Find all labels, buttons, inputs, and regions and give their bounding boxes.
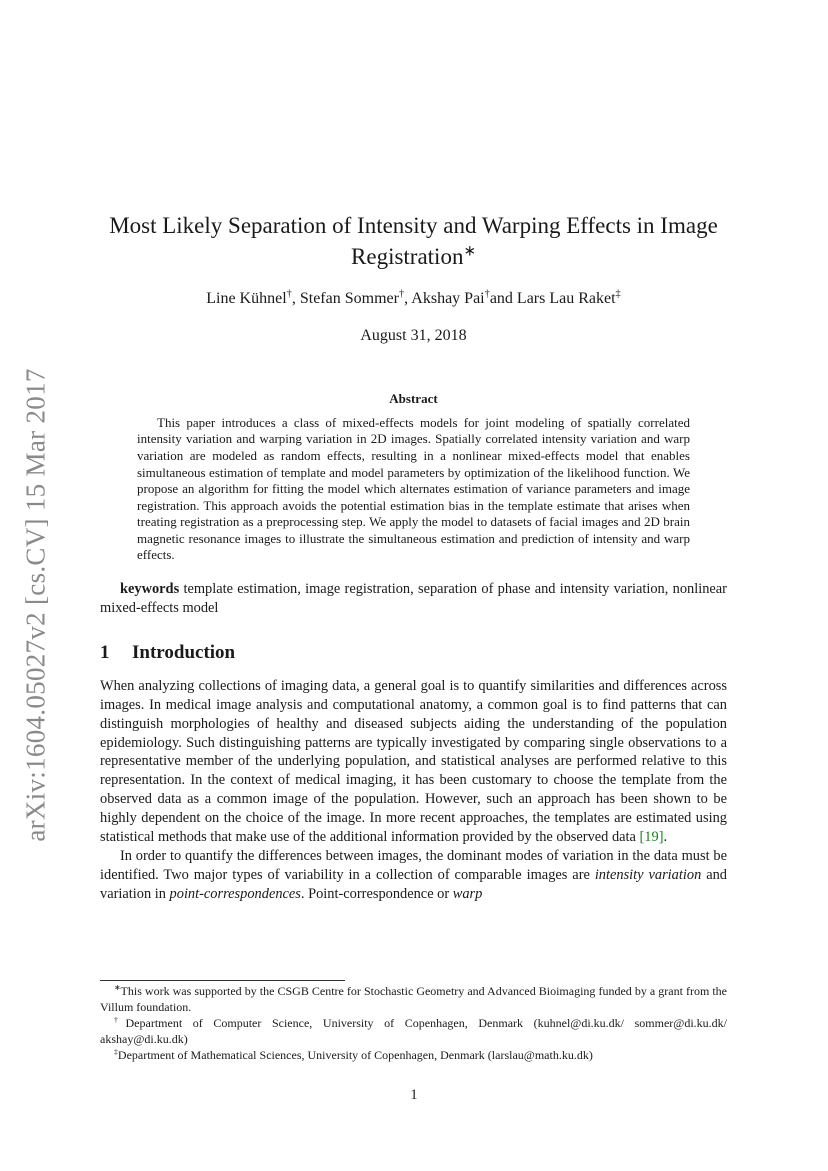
title-footnote-mark: ∗ — [463, 243, 476, 260]
paragraph-text: . Point-correspondence or — [300, 885, 453, 902]
author-affiliation-mark: † — [398, 288, 405, 300]
footnote-mark: † — [114, 1015, 126, 1025]
paper-title-text: Most Likely Separation of Intensity and Warping Effects in Image Registration — [109, 213, 718, 269]
footnote-funding — [100, 984, 727, 1015]
keywords-label: keywords — [120, 581, 180, 598]
paragraph-end: . — [663, 829, 668, 846]
author-name: Stefan Sommer — [299, 290, 399, 307]
intro-paragraph-2 — [100, 847, 727, 904]
author-name: Lars Lau Raket — [516, 290, 616, 307]
paragraph-text: and variation in — [100, 866, 727, 902]
arxiv-stamp-text: arXiv:1604.05027v2 [cs.CV] 15 Mar 2017 — [20, 368, 51, 842]
author-affiliation-mark: ‡ — [615, 288, 621, 300]
author-name: Akshay Pai — [411, 290, 485, 307]
abstract-heading: Abstract — [389, 390, 438, 406]
footnote-text: Department of Computer Science, University of Copenhagen, Denmark (kuhnel@di.ku.dk/ sommer@di.ku.dk/ akshay@di.ku.dk) — [100, 1016, 727, 1046]
author-separator: , — [404, 290, 412, 307]
footnotes — [100, 980, 727, 1065]
footnote-text: Department of Mathematical Sciences, University of Copenhagen, Denmark (larslau@math.ku.dk) — [117, 1048, 593, 1063]
emphasis-text: warp — [452, 885, 483, 902]
author-affiliation-mark: † — [286, 288, 292, 300]
footnote-mark: ∗ — [114, 983, 121, 992]
footnote-text: This work was supported by the CSGB Centre for Stochastic Geometry and Advanced Bioimaging funded by a grant from the Villum foundation. — [100, 984, 727, 1014]
paper-page — [100, 210, 727, 904]
keywords-text: template estimation, image registration, separation of phase and intensity variation, nonlinear mixed-effects model — [100, 581, 727, 616]
paragraph-text: In order to quantify the differences between images, the dominant modes of variation in the data must be identified. Two major types of variability in a collection of comparable images are — [100, 847, 727, 883]
section-title: Introduction — [132, 641, 236, 663]
author-affiliation-mark: † — [484, 288, 490, 300]
page-number: 1 — [410, 1087, 418, 1103]
keywords-line — [100, 580, 727, 618]
arxiv-identifier-stamp — [10, 355, 62, 855]
paper-title — [100, 210, 727, 272]
footnote-mark: ‡ — [114, 1047, 118, 1057]
section-heading — [100, 641, 727, 663]
author-list — [100, 290, 727, 309]
paper-date: August 31, 2018 — [360, 326, 467, 344]
paragraph-text: When analyzing collections of imaging data, a general goal is to quantify similarities and differences across images. In medical image analysis and computational anatomy, a common goal is to find patterns that can distinguish morphologies of healthy and diseased subjects aiding the understanding of the population epidemiology. Such distinguishing patterns are typically investigated by comparing single observations to a representative member of the underlying population, and statistical analyses are performed relative to this representation. In the context of medical imaging, it has been customary to choose the template from the observed data as a common image of the population. However, such an approach has been shown to be highly dependent on the choice of the image. In more recent approaches, the templates are estimated using statistical methods that make use of the additional information provided by the observed data — [100, 677, 727, 846]
abstract-text: This paper introduces a class of mixed-effects models for joint modeling of spatially correlated intensity variation and warping variation in 2D images. Spatially correlated intensity variation and warp variation are modeled as random effects, resulting in a nonlinear mixed-effects model that enables simultaneous estimation of template and model parameters by optimization of the likelihood function. We propose an algorithm for fitting the model which alternates estimation of variance parameters and image registration. This approach avoids the potential estimation bias in the template estimate that arises when treating registration as a preprocessing step. We apply the model to datasets of facial images and 2D brain magnetic resonance images to illustrate the simultaneous estimation and prediction of intensity and warp effects. — [137, 414, 690, 563]
emphasis-text: intensity variation — [594, 866, 702, 883]
abstract-section — [100, 390, 727, 564]
citation-link[interactable]: [19] — [639, 829, 664, 846]
footnote-divider — [100, 980, 345, 981]
footnote-affiliation-cs — [100, 1016, 727, 1047]
author-name: Line Kühnel — [206, 290, 287, 307]
emphasis-text: point-correspondences — [169, 885, 301, 902]
section-number: 1 — [100, 641, 110, 663]
footnote-affiliation-math — [100, 1048, 727, 1064]
intro-paragraph-1 — [100, 677, 727, 847]
author-separator: and — [489, 290, 517, 307]
author-separator: , — [291, 290, 300, 307]
